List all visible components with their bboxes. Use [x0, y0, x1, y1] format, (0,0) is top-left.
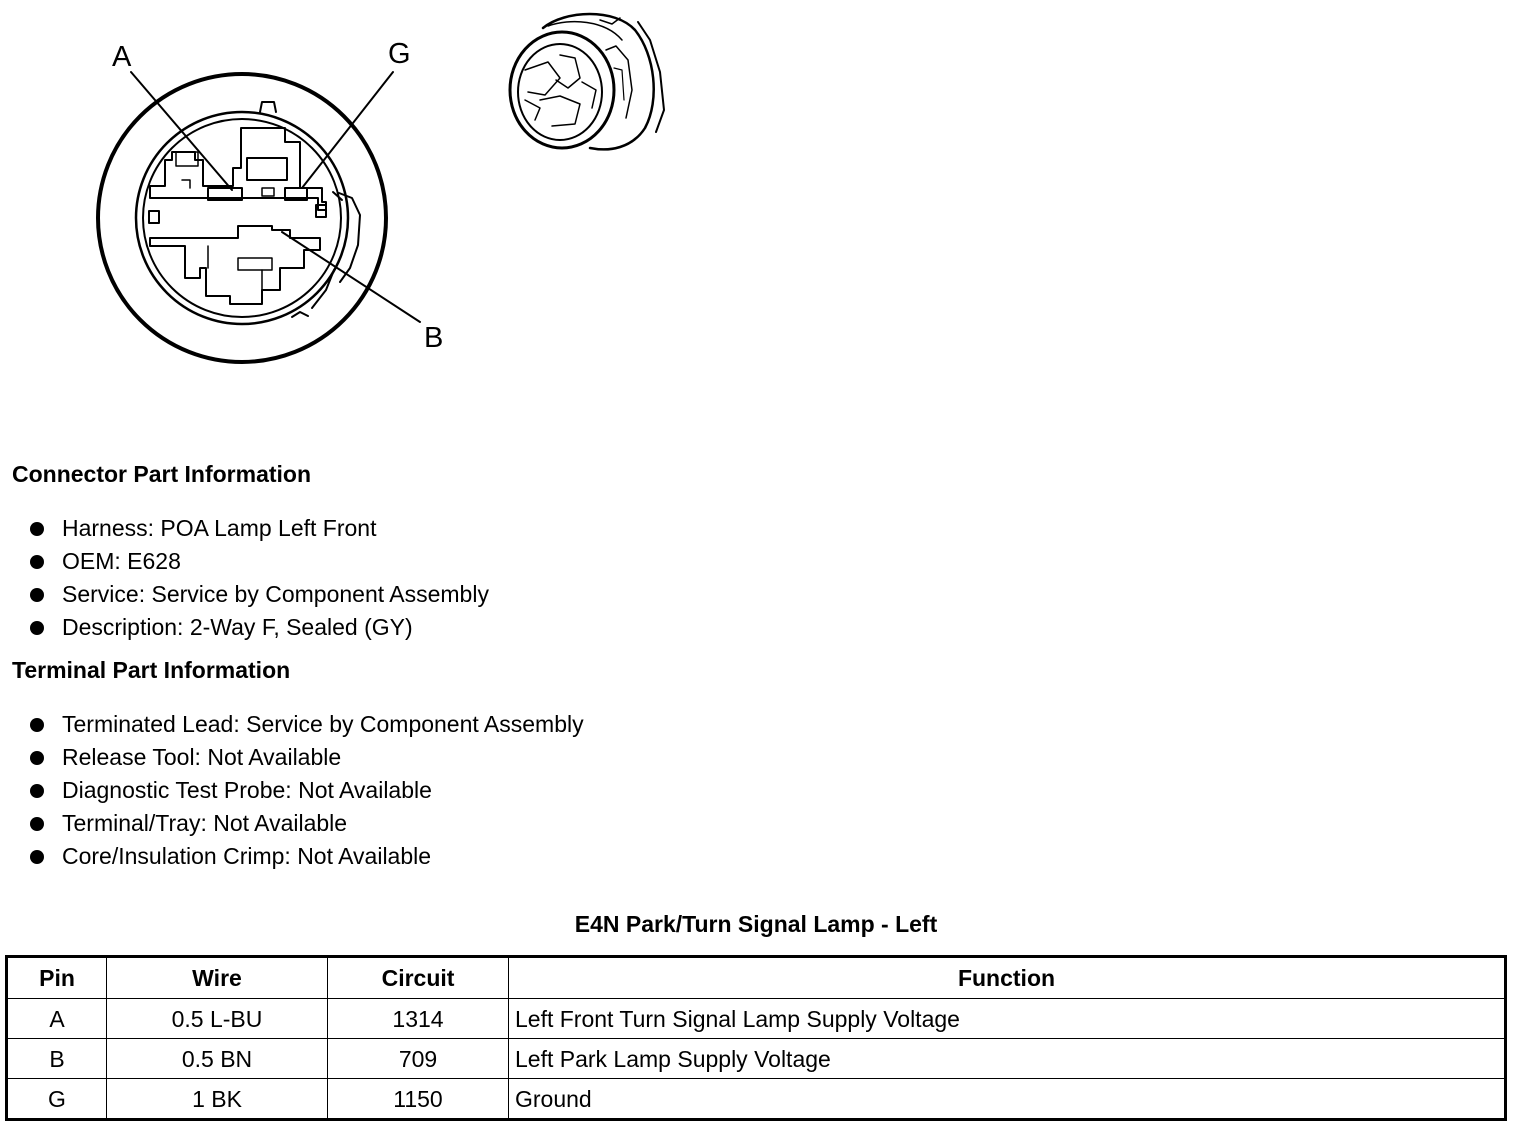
list-item [28, 710, 584, 743]
list-item [28, 776, 584, 809]
list-item [28, 514, 489, 547]
connector-3d-view [510, 14, 664, 149]
terminal-info-heading: Terminal Part Information [12, 657, 291, 683]
cell-circuit: 1314 [328, 999, 509, 1039]
bullet-icon [30, 621, 44, 635]
cell-pin: G [7, 1079, 107, 1120]
bullet-icon [30, 522, 44, 536]
column-header-wire: Wire [107, 957, 328, 999]
list-item [28, 613, 489, 646]
bullet-icon [30, 718, 44, 732]
list-item-text: Diagnostic Test Probe: Not Available [62, 777, 432, 803]
list-item-text: Harness: POA Lamp Left Front [62, 515, 377, 541]
cell-circuit: 709 [328, 1039, 509, 1079]
cell-function: Left Front Turn Signal Lamp Supply Voltage [509, 999, 1506, 1039]
table-title: E4N Park/Turn Signal Lamp - Left [574, 911, 938, 937]
cell-wire: 1 BK [107, 1079, 328, 1120]
list-item [28, 809, 584, 842]
bullet-icon [30, 817, 44, 831]
list-item [28, 842, 584, 875]
column-header-function: Function [509, 957, 1506, 999]
list-item [28, 580, 489, 613]
table-row [7, 1039, 1506, 1079]
cell-function: Ground [509, 1079, 1506, 1120]
cell-function: Left Park Lamp Supply Voltage [509, 1039, 1506, 1079]
cell-circuit: 1150 [328, 1079, 509, 1120]
callout-label-a: A [112, 41, 132, 73]
cell-pin: B [7, 1039, 107, 1079]
bullet-icon [30, 784, 44, 798]
column-header-circuit: Circuit [328, 957, 509, 999]
cell-pin: A [7, 999, 107, 1039]
table-row [7, 999, 1506, 1039]
list-item-text: Core/Insulation Crimp: Not Available [62, 843, 432, 869]
bullet-icon [30, 850, 44, 864]
callout-label-b: B [424, 322, 444, 354]
cell-wire: 0.5 L-BU [107, 999, 328, 1039]
list-item-text: Description: 2-Way F, Sealed (GY) [62, 614, 413, 640]
callout-label-g: G [388, 38, 411, 70]
connector-diagram [0, 0, 1520, 430]
list-item [28, 743, 584, 776]
bullet-icon [30, 588, 44, 602]
list-item-text: Terminated Lead: Service by Component Assembly [62, 711, 584, 737]
list-item-text: OEM: E628 [62, 548, 181, 574]
connector-face-view [98, 72, 420, 362]
cell-wire: 0.5 BN [107, 1039, 328, 1079]
column-header-pin: Pin [7, 957, 107, 999]
list-item-text: Service: Service by Component Assembly [62, 581, 489, 607]
table-row [7, 1079, 1506, 1120]
list-item-text: Terminal/Tray: Not Available [62, 810, 348, 836]
list-item [28, 547, 489, 580]
connector-info-list [28, 514, 489, 646]
terminal-info-list [28, 710, 584, 875]
connector-info-heading: Connector Part Information [12, 461, 312, 487]
bullet-icon [30, 751, 44, 765]
table-header-row [7, 957, 1506, 999]
bullet-icon [30, 555, 44, 569]
list-item-text: Release Tool: Not Available [62, 744, 342, 770]
pinout-table [5, 955, 1507, 1121]
